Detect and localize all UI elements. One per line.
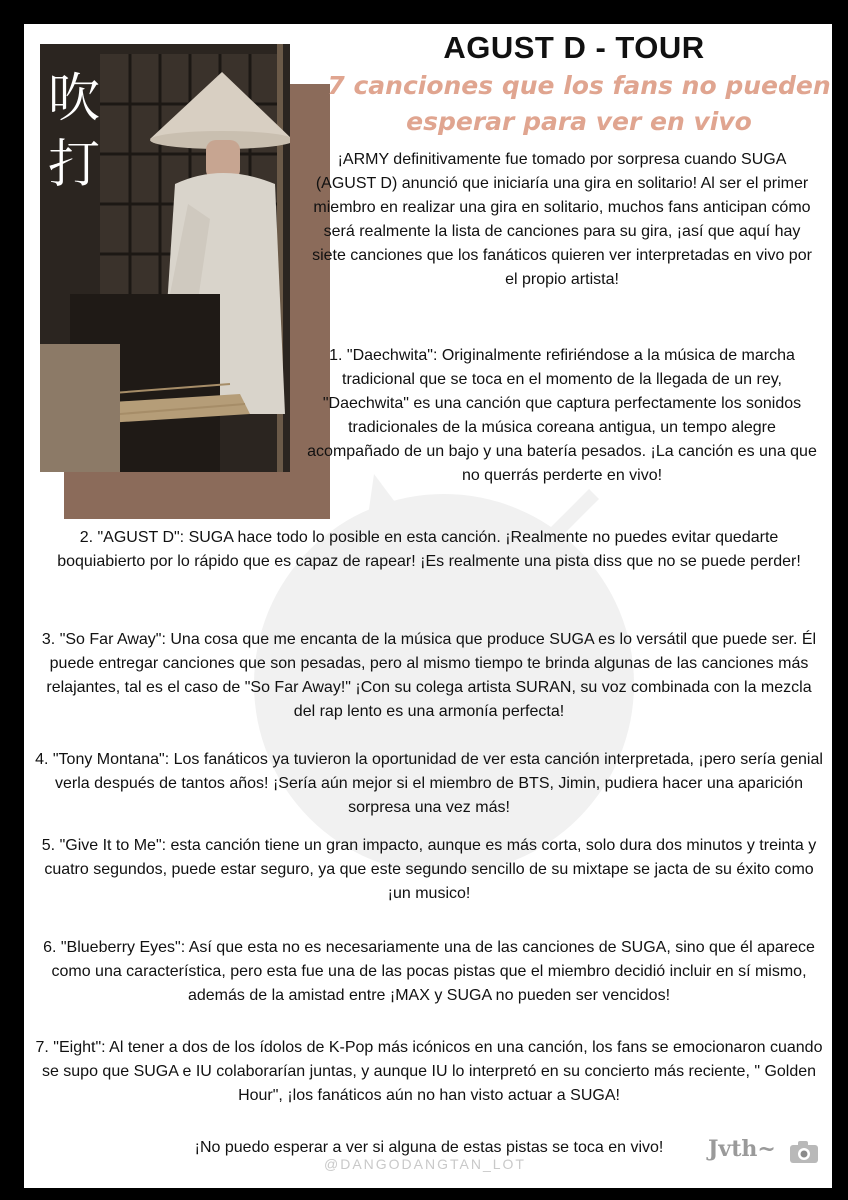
camera-icon (789, 1140, 819, 1164)
page-subtitle (314, 68, 832, 140)
song-item-eight: 7. "Eight": Al tener a dos de los ídolos de K-Pop más icónicos en una canción, los fans se emocionaron cuando se supo que SUGA e IU colaborarían juntas, y aunque IU lo interpretó en su concierto más reciente, " Golden Hour", ¡los fanáticos aún no han visto actuar a SUGA! (35, 1039, 823, 1104)
song-item-agust-d: 2. "AGUST D": SUGA hace todo lo posible en esta canción. ¡Realmente no puedes evitar quedarte boquiabierto por lo rápido que es capaz de rapear! ¡Es realmente una pista diss que no se puede perder! (57, 529, 801, 570)
song-item-blueberry-eyes: 6. "Blueberry Eyes": Así que esta no es necesariamente una de las canciones de SUGA, sino que él aparece como una característica, pero esta fue una de las pocas pistas que el miembro decidió incluir en sí mismo, además de la amistad entre ¡MAX y SUGA no pueden ser vencidos! (43, 939, 815, 1004)
credit-watermark: @DANGODANGTAN_LOT (324, 1156, 526, 1172)
subtitle-line-2: esperar para ver en vivo (406, 107, 752, 136)
song-item-daechwita: 1. "Daechwita": Originalmente refiriéndose a la música de marcha tradicional que se toca en el momento de la llegada de un rey, "Daechwita" es una canción que captura perfectamente los sonidos tradicionales de la música coreana antigua, un tempo alegre acompañado de un bajo y una batería pesados. ¡La canción es una que no querrás perderte en vivo! (307, 347, 817, 484)
closing-line: ¡No puedo esperar a ver si alguna de estas pistas se toca en vivo! (194, 1139, 664, 1156)
calligraphy-char-2: 打 (48, 135, 101, 195)
song-item-give-it-to-me: 5. "Give It to Me": esta canción tiene un gran impacto, aunque es más corta, solo dura dos minutos y treinta y cuatro segundos, puede estar seguro, ya que este segundo sencillo de su mixtape se jacta de su éxito como ¡un musico! (41, 837, 817, 902)
intro-paragraph: ¡ARMY definitivamente fue tomado por sorpresa cuando SUGA (AGUST D) anunció que iniciaría una gira en solitario! Al ser el primer miembro en realizar una gira en solitario, muchos fans anticipan cómo será realmente la lista de canciones para su gira, ¡así que aquí hay siete canciones que los fanáticos quieren ver interpretadas en vivo por el propio artista! (312, 151, 812, 288)
subtitle-line-1: 7 canciones que los fans no pueden (327, 71, 831, 100)
page-title: AGUST D - TOUR (443, 30, 705, 65)
poster-page (24, 24, 832, 1188)
song-item-tony-montana: 4. "Tony Montana": Los fanáticos ya tuvieron la oportunidad de ver esta canción interpretada, ¡pero sería genial verla después de tantos años! ¡Sería aún mejor si el miembro de BTS, Jimin, pudiera hacer una aparición sorpresa una vez más! (35, 751, 823, 816)
author-signature: Jvth~ (708, 1136, 776, 1162)
song-item-so-far-away: 3. "So Far Away": Una cosa que me encanta de la música que produce SUGA es lo versátil que puede ser. Él puede entregar canciones que son pesadas, pero al mismo tiempo te brinda algunas de las canciones más relajantes, tal es el caso de "So Far Away!" ¡Con su colega artista SURAN, su voz combinada con la mezcla del rap lento es una armonía perfecta! (41, 631, 817, 720)
artist-photo (40, 44, 290, 472)
artist-photo-illustration (40, 44, 290, 472)
calligraphy-char-1: 吹 (48, 69, 101, 129)
